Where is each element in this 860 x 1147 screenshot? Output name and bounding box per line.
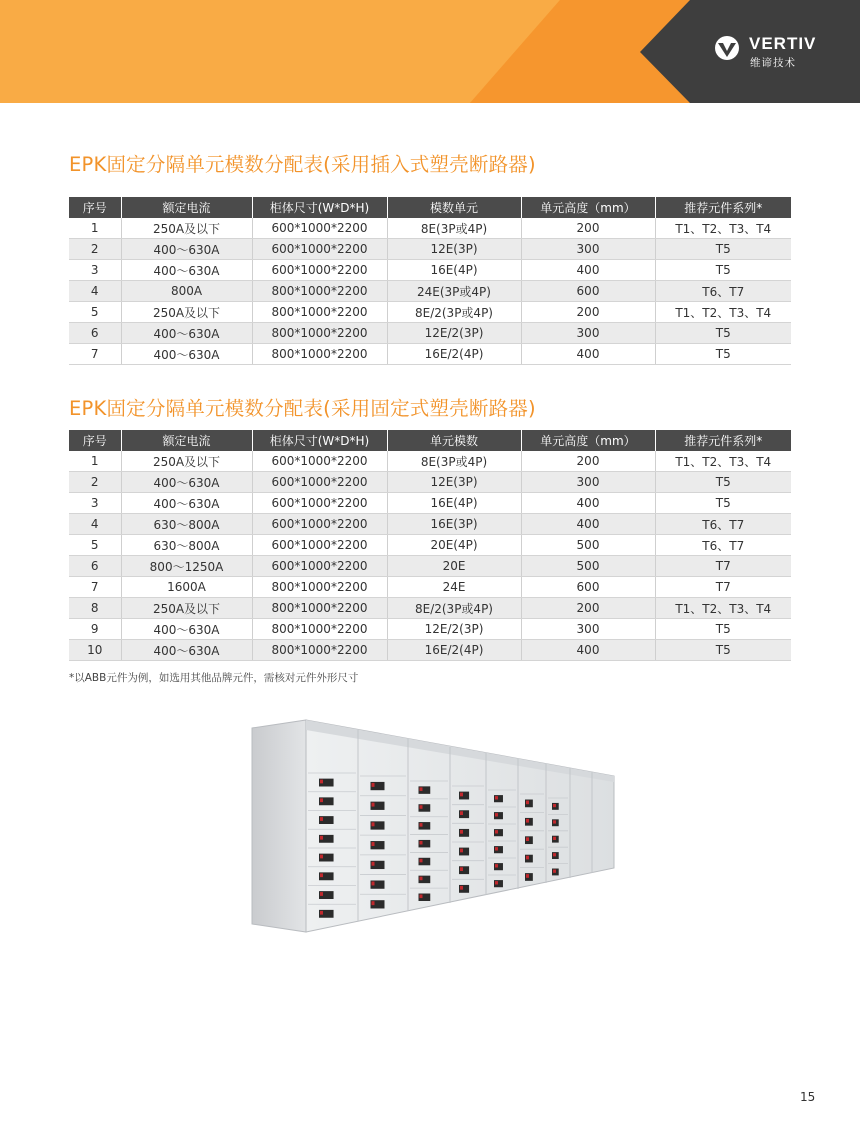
indicator-light-icon (460, 830, 463, 834)
table-cell: T1、T2、T3、T4 (655, 451, 791, 472)
table-cell: 400～630A (121, 640, 252, 661)
table-cell: 400～630A (121, 260, 252, 281)
indicator-light-icon (495, 813, 498, 816)
table-cell: T1、T2、T3、T4 (655, 302, 791, 323)
table-cell: 250A及以下 (121, 302, 252, 323)
table-cell: 250A及以下 (121, 598, 252, 619)
header-cell: 额定电流 (121, 197, 252, 218)
table-cell: 800*1000*2200 (252, 281, 387, 302)
table-cell: 7 (69, 344, 121, 365)
table-cell: 400 (521, 260, 655, 281)
indicator-light-icon (420, 895, 423, 899)
table-row (69, 640, 791, 661)
indicator-light-icon (526, 856, 529, 860)
table-cell: 2 (69, 239, 121, 260)
table-cell: 5 (69, 535, 121, 556)
indicator-light-icon (372, 842, 375, 846)
table-cell: 12E(3P) (387, 472, 521, 493)
table-cell: 800*1000*2200 (252, 577, 387, 598)
indicator-light-icon (553, 870, 556, 873)
table-cell: 400～630A (121, 323, 252, 344)
indicator-light-icon (553, 820, 556, 823)
table-cell: T1、T2、T3、T4 (655, 218, 791, 239)
table-cell: 400 (521, 493, 655, 514)
indicator-light-icon (526, 801, 529, 805)
table-cell: T5 (655, 619, 791, 640)
table-1-title: EPK固定分隔单元模数分配表(采用插入式塑壳断路器) (69, 153, 536, 176)
brand-name: VERTIV (749, 34, 817, 53)
table-cell: 800*1000*2200 (252, 598, 387, 619)
indicator-light-icon (553, 837, 556, 840)
table-cell: 600*1000*2200 (252, 535, 387, 556)
indicator-light-icon (553, 804, 556, 807)
table-cell: T7 (655, 577, 791, 598)
table-cell: 800*1000*2200 (252, 302, 387, 323)
table-cell: T5 (655, 472, 791, 493)
indicator-light-icon (372, 901, 375, 905)
table-cell: 630～800A (121, 535, 252, 556)
indicator-light-icon (526, 874, 529, 878)
table-cell: 20E (387, 556, 521, 577)
indicator-light-icon (420, 859, 423, 863)
indicator-light-icon (420, 787, 423, 791)
footnote: *以ABB元件为例，如选用其他品牌元件，需核对元件外形尺寸 (69, 672, 359, 684)
table-cell: 600*1000*2200 (252, 493, 387, 514)
table-cell: 600*1000*2200 (252, 472, 387, 493)
table-cell: 300 (521, 323, 655, 344)
table-cell: 8E/2(3P或4P) (387, 302, 521, 323)
table-cell: T6、T7 (655, 514, 791, 535)
header-cell: 柜体尺寸(W*D*H) (252, 430, 387, 451)
table-cell: 6 (69, 323, 121, 344)
header-cell: 模数单元 (387, 197, 521, 218)
table-cell: T1、T2、T3、T4 (655, 598, 791, 619)
table-cell: T7 (655, 556, 791, 577)
table-row (69, 514, 791, 535)
table-cell: T6、T7 (655, 535, 791, 556)
header-cell: 序号 (69, 197, 121, 218)
table-cell: T5 (655, 640, 791, 661)
table-cell: 3 (69, 260, 121, 281)
table-cell: 200 (521, 598, 655, 619)
table-row (69, 239, 791, 260)
table-cell: 200 (521, 451, 655, 472)
table-cell: 7 (69, 577, 121, 598)
indicator-light-icon (526, 837, 529, 841)
indicator-light-icon (460, 793, 463, 797)
table-cell: 400～630A (121, 619, 252, 640)
header-cell: 单元高度（mm） (521, 430, 655, 451)
table-cell: T5 (655, 260, 791, 281)
indicator-light-icon (320, 911, 323, 915)
table-cell: 200 (521, 218, 655, 239)
table-cell: 12E/2(3P) (387, 323, 521, 344)
table-cell: 8 (69, 598, 121, 619)
table-cell: 600*1000*2200 (252, 514, 387, 535)
table-cell: 16E(3P) (387, 514, 521, 535)
table-cell: 400 (521, 640, 655, 661)
table-cell: 8E(3P或4P) (387, 451, 521, 472)
table-2 (69, 430, 791, 661)
table-cell: 600*1000*2200 (252, 556, 387, 577)
table-cell: 600*1000*2200 (252, 451, 387, 472)
table-cell: 630～800A (121, 514, 252, 535)
table-cell: 2 (69, 472, 121, 493)
table-cell: 9 (69, 619, 121, 640)
table-cell: 800*1000*2200 (252, 323, 387, 344)
table-cell: 5 (69, 302, 121, 323)
indicator-light-icon (320, 892, 323, 896)
table-row (69, 451, 791, 472)
table-cell: 4 (69, 514, 121, 535)
table-cell: 1600A (121, 577, 252, 598)
indicator-light-icon (320, 873, 323, 877)
table-row (69, 619, 791, 640)
indicator-light-icon (495, 847, 498, 850)
header-banner (0, 0, 860, 103)
table-cell: 800A (121, 281, 252, 302)
table-cell: 250A及以下 (121, 218, 252, 239)
table-cell: 600 (521, 577, 655, 598)
header-cell: 序号 (69, 430, 121, 451)
indicator-light-icon (553, 853, 556, 856)
table-cell: 8E(3P或4P) (387, 218, 521, 239)
table-cell: 400～630A (121, 472, 252, 493)
table-cell: 6 (69, 556, 121, 577)
table-row (69, 281, 791, 302)
table-cell: T5 (655, 344, 791, 365)
indicator-light-icon (420, 841, 423, 845)
table-cell: 20E(4P) (387, 535, 521, 556)
table-1 (69, 197, 791, 365)
table-row (69, 577, 791, 598)
table-cell: T5 (655, 239, 791, 260)
indicator-light-icon (495, 864, 498, 867)
table-row (69, 598, 791, 619)
table-cell: 300 (521, 239, 655, 260)
table-cell: T6、T7 (655, 281, 791, 302)
table-cell: 300 (521, 619, 655, 640)
header-cell: 推荐元件系列* (655, 430, 791, 451)
table-cell: 400～630A (121, 344, 252, 365)
table-cell: 500 (521, 556, 655, 577)
header-cell: 推荐元件系列* (655, 197, 791, 218)
table-cell: 300 (521, 472, 655, 493)
table-cell: 250A及以下 (121, 451, 252, 472)
indicator-light-icon (460, 867, 463, 871)
table-cell: 800*1000*2200 (252, 640, 387, 661)
indicator-light-icon (526, 819, 529, 823)
table-cell: 800～1250A (121, 556, 252, 577)
table-row (69, 302, 791, 323)
table-cell: 400～630A (121, 239, 252, 260)
table-cell: 400～630A (121, 493, 252, 514)
indicator-light-icon (495, 796, 498, 799)
indicator-light-icon (320, 817, 323, 821)
table-row (69, 535, 791, 556)
indicator-light-icon (420, 805, 423, 809)
indicator-light-icon (320, 836, 323, 840)
table-cell: 600*1000*2200 (252, 260, 387, 281)
table-row (69, 556, 791, 577)
table-cell: 4 (69, 281, 121, 302)
indicator-light-icon (320, 780, 323, 784)
table-cell: 16E/2(4P) (387, 640, 521, 661)
indicator-light-icon (320, 855, 323, 859)
header-cell: 柜体尺寸(W*D*H) (252, 197, 387, 218)
indicator-light-icon (460, 886, 463, 890)
indicator-light-icon (495, 830, 498, 833)
page-number: 15 (800, 1090, 816, 1104)
table-header-row (69, 197, 791, 218)
table-cell: 16E(4P) (387, 260, 521, 281)
table-row (69, 472, 791, 493)
table-cell: 600 (521, 281, 655, 302)
table-cell: 1 (69, 451, 121, 472)
table-cell: T5 (655, 493, 791, 514)
indicator-light-icon (320, 798, 323, 802)
table-header-row (69, 430, 791, 451)
vertiv-chevron-icon (712, 36, 742, 60)
table-cell: 10 (69, 640, 121, 661)
table-cell: 8E/2(3P或4P) (387, 598, 521, 619)
table-cell: 600*1000*2200 (252, 239, 387, 260)
table-cell: 1 (69, 218, 121, 239)
table-row (69, 493, 791, 514)
indicator-light-icon (372, 822, 375, 826)
brand-subtitle: 维谛技术 (750, 57, 796, 69)
table-row (69, 323, 791, 344)
table-cell: 400 (521, 514, 655, 535)
table-cell: 200 (521, 302, 655, 323)
table-cell: 16E/2(4P) (387, 344, 521, 365)
indicator-light-icon (372, 881, 375, 885)
table-row (69, 344, 791, 365)
indicator-light-icon (420, 823, 423, 827)
table-cell: 3 (69, 493, 121, 514)
header-cell: 单元高度（mm） (521, 197, 655, 218)
table-cell: 600*1000*2200 (252, 218, 387, 239)
table-cell: T5 (655, 323, 791, 344)
table-row (69, 218, 791, 239)
table-cell: 24E (387, 577, 521, 598)
table-cell: 400 (521, 344, 655, 365)
table-cell: 12E/2(3P) (387, 619, 521, 640)
indicator-light-icon (460, 849, 463, 853)
table-cell: 800*1000*2200 (252, 344, 387, 365)
indicator-light-icon (372, 803, 375, 807)
table-row (69, 260, 791, 281)
table-cell: 16E(4P) (387, 493, 521, 514)
indicator-light-icon (372, 783, 375, 787)
switchgear-cabinet-image (250, 718, 620, 934)
indicator-light-icon (495, 881, 498, 884)
table-2-title: EPK固定分隔单元模数分配表(采用固定式塑壳断路器) (69, 397, 536, 420)
header-cell: 额定电流 (121, 430, 252, 451)
table-cell: 800*1000*2200 (252, 619, 387, 640)
indicator-light-icon (372, 862, 375, 866)
table-cell: 12E(3P) (387, 239, 521, 260)
table-cell: 500 (521, 535, 655, 556)
indicator-light-icon (460, 811, 463, 815)
vertiv-logo (712, 33, 832, 73)
indicator-light-icon (420, 877, 423, 881)
header-cell: 单元模数 (387, 430, 521, 451)
table-cell: 24E(3P或4P) (387, 281, 521, 302)
